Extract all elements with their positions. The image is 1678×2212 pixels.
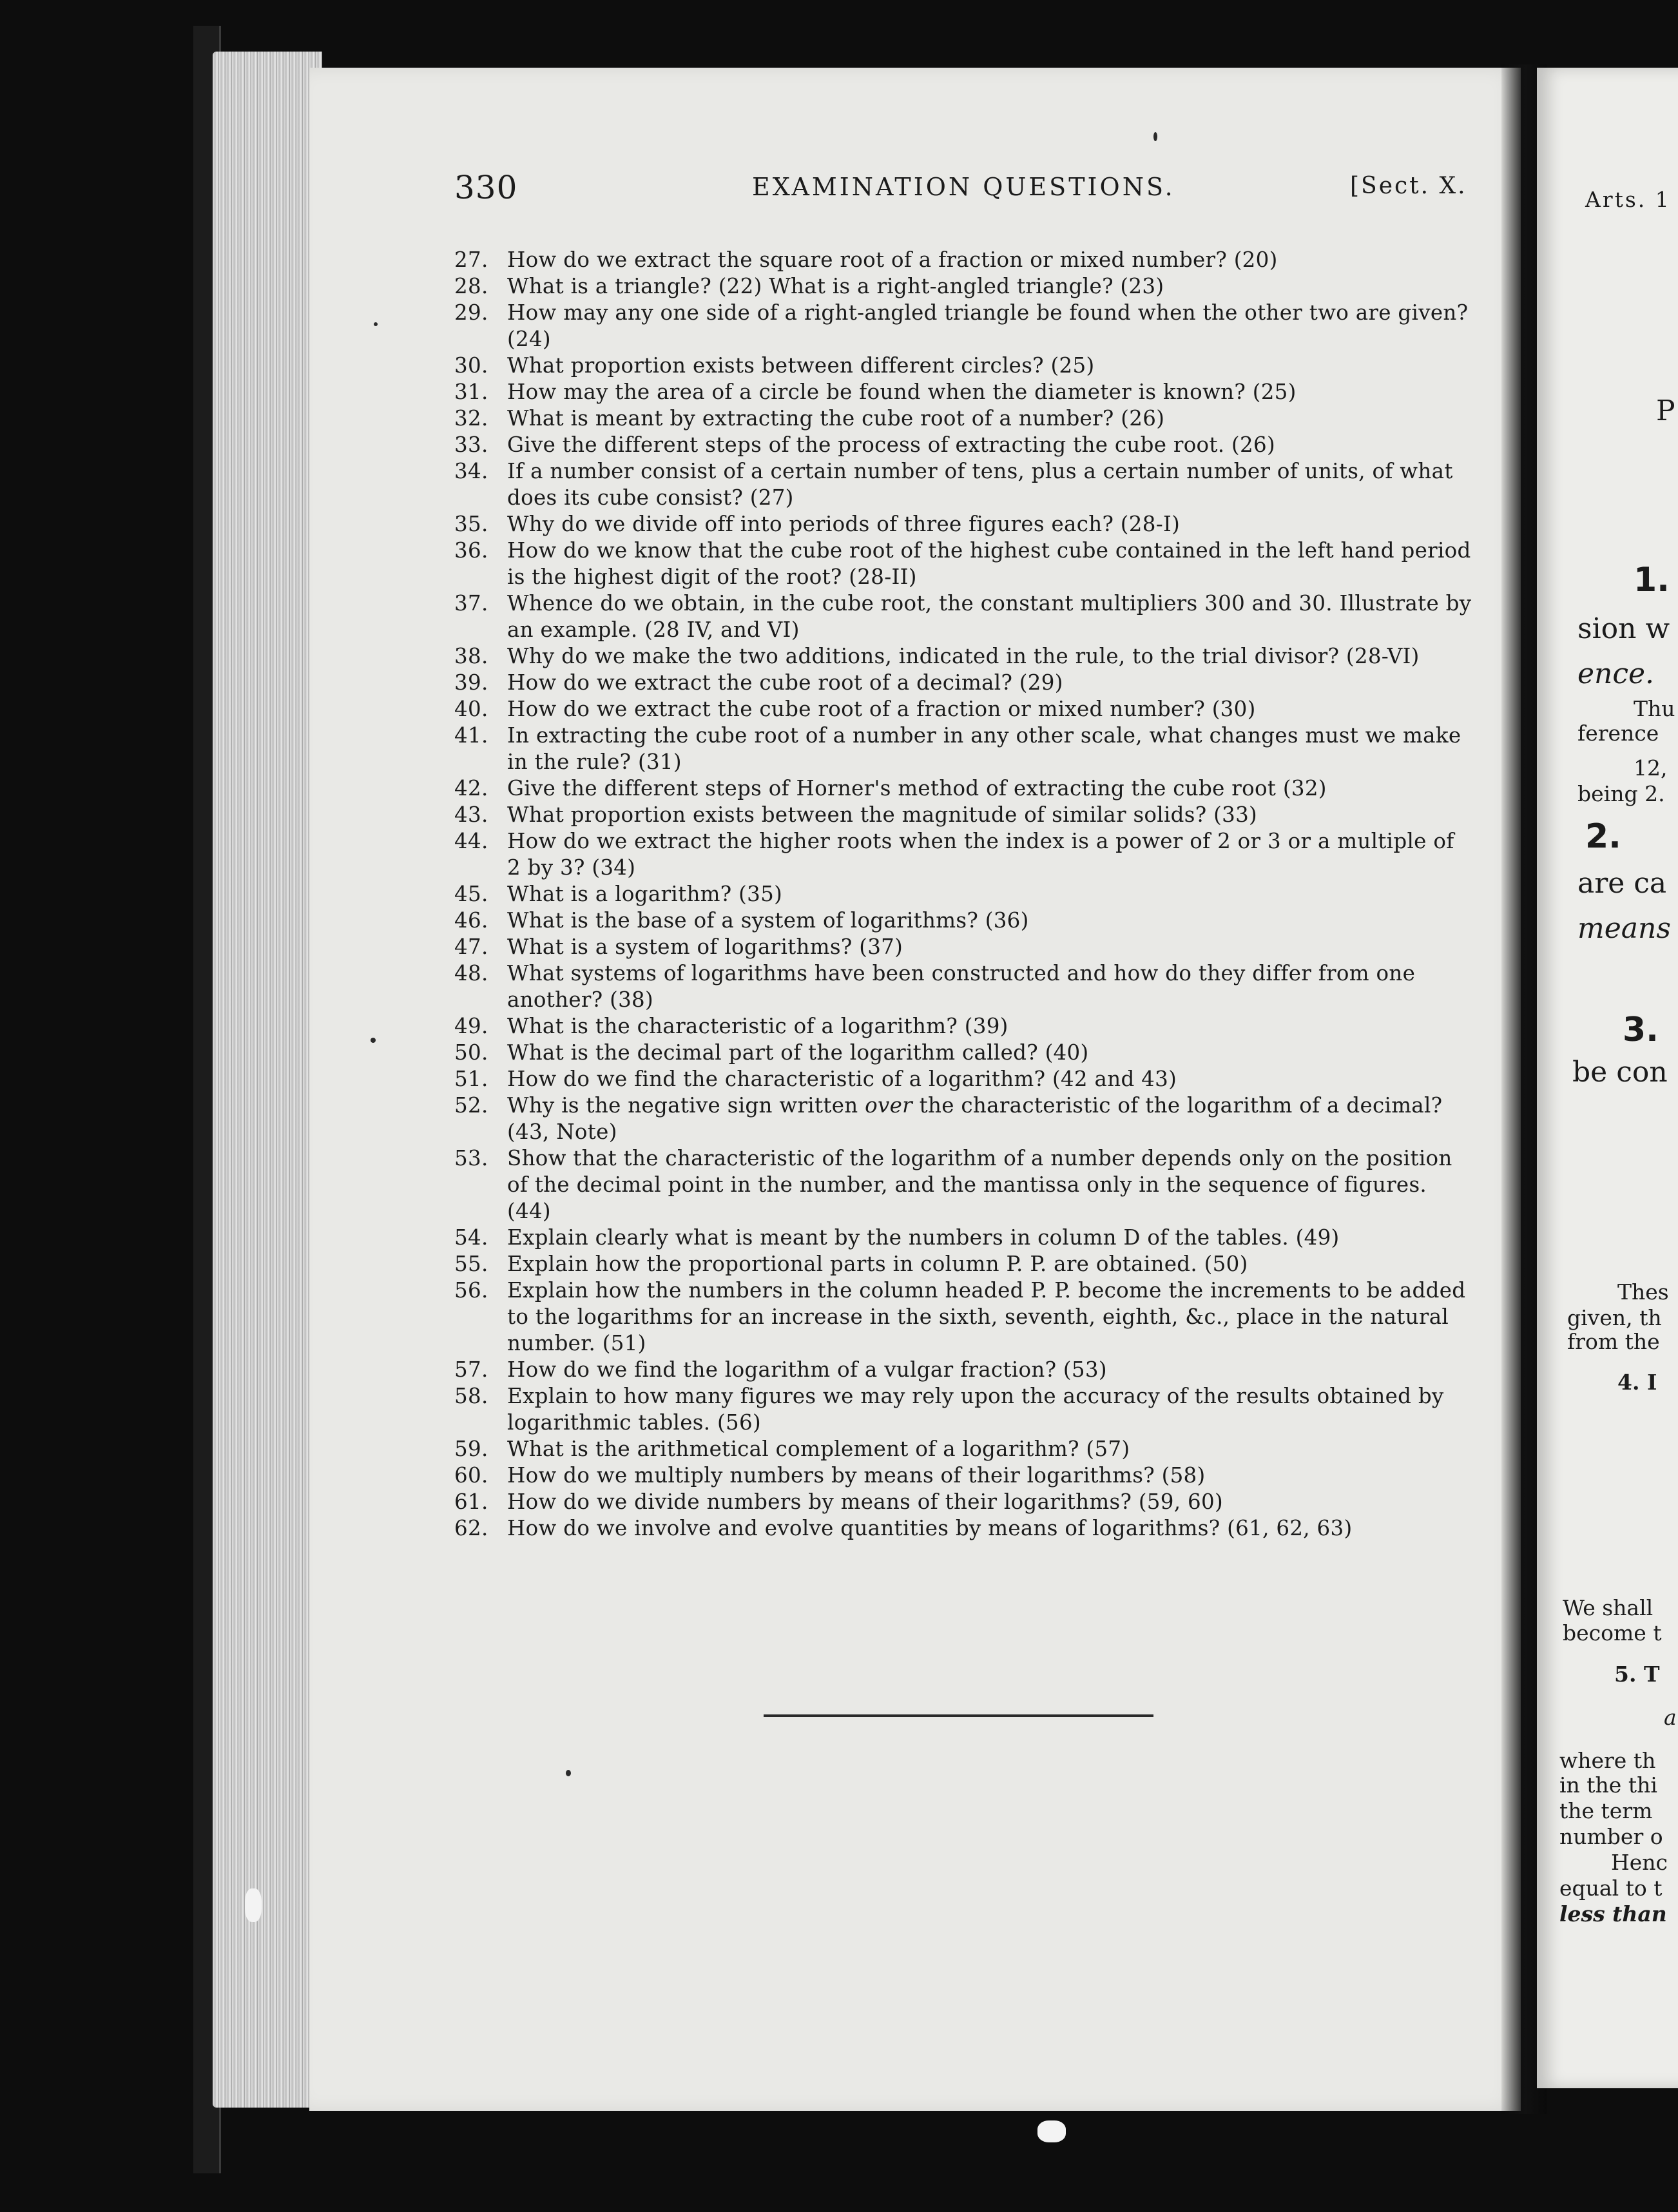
question-text: How do we involve and evolve quantities by means of logarithms? (61, 62, 63) <box>507 1516 1353 1540</box>
question-text: What proportion exists between different circles? (25) <box>507 353 1095 378</box>
facing-page-fragment: from the <box>1567 1329 1660 1354</box>
question-number: 41. <box>454 723 488 748</box>
question-item <box>454 432 1472 458</box>
facing-page-fragment: 5. T <box>1614 1662 1660 1687</box>
question-item <box>454 1013 1472 1040</box>
question-item <box>454 405 1472 432</box>
question-item <box>454 934 1472 960</box>
ink-speck <box>1153 132 1157 141</box>
question-item <box>454 353 1472 379</box>
question-text: What is a triangle? (22) What is a right-angled triangle? (23) <box>507 274 1164 298</box>
question-number: 51. <box>454 1067 488 1091</box>
question-item <box>454 247 1472 273</box>
question-text: Show that the characteristic of the logarithm of a number depends only on the position of the decimal point in the number, and the mantissa only in the sequence of figures. (44) <box>507 1146 1452 1223</box>
question-text: Give the different steps of the process of extracting the cube root. (26) <box>507 432 1275 457</box>
facing-page-fragment: 4. I <box>1617 1370 1657 1395</box>
facing-page-fragment: 2. <box>1585 817 1621 856</box>
question-item <box>454 1145 1472 1225</box>
question-text: What is the base of a system of logarithms? (36) <box>507 908 1029 933</box>
question-text: If a number consist of a certain number of tens, plus a certain number of units, of what does its cube consist? (27) <box>507 459 1453 510</box>
facing-page-fragment: means <box>1577 912 1671 945</box>
facing-page-fragment: Henc <box>1611 1850 1668 1875</box>
question-item <box>454 1066 1472 1092</box>
question-number: 54. <box>454 1225 488 1250</box>
question-text: Whence do we obtain, in the cube root, the constant multipliers 300 and 30. Illustrate by an example. (28 IV, and VI) <box>507 591 1472 642</box>
question-item <box>454 670 1472 696</box>
question-item <box>454 538 1472 590</box>
question-text-part: Why is the negative sign written <box>507 1093 865 1118</box>
question-item <box>454 907 1472 934</box>
question-item <box>454 1357 1472 1383</box>
question-text: What systems of logarithms have been constructed and how do they differ from one another? (38) <box>507 961 1416 1012</box>
facing-page-header: Arts. 1 <box>1585 187 1671 212</box>
question-item <box>454 300 1472 353</box>
question-item <box>454 802 1472 828</box>
page-title: EXAMINATION QUESTIONS. <box>752 173 1175 201</box>
question-text: How do we find the logarithm of a vulgar fraction? (53) <box>507 1357 1107 1382</box>
page-number: 330 <box>454 169 518 206</box>
question-text: Why do we divide off into periods of three figures each? (28-I) <box>507 512 1181 536</box>
question-number: 59. <box>454 1437 488 1461</box>
question-number: 30. <box>454 353 488 378</box>
question-number: 32. <box>454 406 488 431</box>
question-text: How do we extract the cube root of a decimal? (29) <box>507 670 1063 695</box>
facing-page-fragment: 3. <box>1623 1011 1659 1049</box>
question-number: 46. <box>454 908 488 933</box>
question-text: How do we extract the square root of a fraction or mixed number? (20) <box>507 247 1278 272</box>
facing-page-fragment: number o <box>1559 1824 1663 1849</box>
question-item <box>454 696 1472 723</box>
question-number: 62. <box>454 1516 488 1540</box>
question-list <box>454 247 1472 1542</box>
question-number: 52. <box>454 1093 488 1118</box>
question-item <box>454 723 1472 775</box>
section-reference: [Sect. X. <box>1350 173 1467 199</box>
facing-page-fragment: in the thi <box>1559 1772 1657 1798</box>
facing-page-fragment: where th <box>1559 1748 1656 1773</box>
question-text: How do we extract the higher roots when the index is a power of 2 or 3 or a multiple of 2 by 3? (34) <box>507 829 1454 880</box>
question-number: 56. <box>454 1278 488 1303</box>
facing-page-fragment: Thes <box>1617 1279 1669 1305</box>
question-text-part: the characteristic of the logarithm of a decimal? (43, Note) <box>507 1093 1443 1144</box>
facing-page-fragment: sion w <box>1577 612 1670 645</box>
question-text: How do we divide numbers by means of their logarithms? (59, 60) <box>507 1489 1223 1514</box>
question-text <box>507 1092 1472 1145</box>
question-number: 35. <box>454 512 488 536</box>
ink-speck <box>371 1038 376 1043</box>
ink-speck <box>566 1770 571 1776</box>
facing-page-fragment: become t <box>1563 1620 1662 1645</box>
facing-page-fragment: P <box>1656 394 1675 427</box>
question-number: 29. <box>454 300 488 325</box>
question-number: 53. <box>454 1146 488 1170</box>
facing-page-fragment: be con <box>1572 1056 1668 1089</box>
facing-page-fragment: less than <box>1559 1901 1667 1926</box>
question-text: Explain how the proportional parts in column P. P. are obtained. (50) <box>507 1252 1248 1276</box>
question-text: Explain how the numbers in the column headed P. P. become the increments to be added to the logarithms for an increase in the sixth, seventh, eighth, &c., place in the natural number. (51) <box>507 1278 1466 1355</box>
question-item <box>454 828 1472 881</box>
question-text: What is the characteristic of a logarithm? (39) <box>507 1014 1008 1038</box>
question-text: How do we know that the cube root of the highest cube contained in the left hand period is the highest digit of the root? (28-II) <box>507 538 1471 589</box>
question-number: 58. <box>454 1384 488 1408</box>
question-item <box>454 273 1472 300</box>
question-text: Why do we make the two additions, indicated in the rule, to the trial divisor? (28-VI) <box>507 644 1420 668</box>
question-item <box>454 643 1472 670</box>
question-number: 60. <box>454 1463 488 1488</box>
question-number: 61. <box>454 1489 488 1514</box>
running-head <box>454 169 1476 214</box>
ink-speck <box>374 322 378 326</box>
question-number: 50. <box>454 1040 488 1065</box>
question-number: 38. <box>454 644 488 668</box>
question-item <box>454 458 1472 511</box>
facing-page-fragment: We shall <box>1563 1595 1654 1620</box>
question-number: 43. <box>454 802 488 827</box>
question-number: 37. <box>454 591 488 616</box>
facing-page-fragment: given, th <box>1567 1305 1662 1330</box>
question-number: 45. <box>454 882 488 906</box>
question-number: 55. <box>454 1252 488 1276</box>
scan-blemish <box>245 1888 262 1922</box>
question-item <box>454 1251 1472 1277</box>
question-text: What proportion exists between the magnitude of similar solids? (33) <box>507 802 1258 827</box>
question-number: 47. <box>454 935 488 959</box>
question-item <box>454 775 1472 802</box>
question-item <box>454 1515 1472 1542</box>
question-number: 28. <box>454 274 488 298</box>
question-item <box>454 511 1472 538</box>
question-item <box>454 960 1472 1013</box>
facing-page-fragment: the term <box>1559 1798 1653 1823</box>
question-text: Give the different steps of Horner's method of extracting the cube root (32) <box>507 776 1327 800</box>
question-item <box>454 1277 1472 1357</box>
facing-page-fragment: ference <box>1577 721 1659 746</box>
closing-rule <box>764 1714 1153 1717</box>
question-text: How may the area of a circle be found when the diameter is known? (25) <box>507 380 1297 404</box>
question-number: 57. <box>454 1357 488 1382</box>
facing-page-fragment: 1. <box>1634 561 1670 599</box>
question-text: What is a system of logarithms? (37) <box>507 935 903 959</box>
facing-page-fragment: Thu <box>1634 696 1675 721</box>
question-item <box>454 590 1472 643</box>
question-item <box>454 881 1472 907</box>
question-item <box>454 1040 1472 1066</box>
question-number: 27. <box>454 247 488 272</box>
question-item <box>454 1489 1472 1515</box>
question-item <box>454 1462 1472 1489</box>
facing-page-fragment: are ca <box>1577 867 1667 900</box>
question-text: What is a logarithm? (35) <box>507 882 783 906</box>
facing-page-fragment: 12, <box>1634 755 1668 781</box>
question-number: 44. <box>454 829 488 853</box>
question-item <box>454 1092 1472 1145</box>
scan-blemish <box>1037 2120 1066 2142</box>
facing-page-fragment: equal to t <box>1559 1876 1663 1901</box>
question-text: What is the arithmetical complement of a logarithm? (57) <box>507 1437 1130 1461</box>
facing-page-fragment: ence. <box>1577 657 1655 690</box>
question-text: What is meant by extracting the cube root of a number? (26) <box>507 406 1165 431</box>
question-number: 36. <box>454 538 488 563</box>
question-text: What is the decimal part of the logarithm called? (40) <box>507 1040 1089 1065</box>
stacked-page-edges <box>213 52 322 2108</box>
question-text: How may any one side of a right-angled triangle be found when the other two are given? (24) <box>507 300 1469 351</box>
question-text: How do we find the characteristic of a logarithm? (42 and 43) <box>507 1067 1177 1091</box>
question-number: 48. <box>454 961 488 985</box>
facing-page-fragment: a <box>1664 1705 1677 1730</box>
question-number: 40. <box>454 697 488 721</box>
question-text-emphasis: over <box>865 1093 913 1118</box>
question-number: 31. <box>454 380 488 404</box>
question-text: How do we multiply numbers by means of their logarithms? (58) <box>507 1463 1206 1488</box>
question-item <box>454 1383 1472 1436</box>
question-number: 49. <box>454 1014 488 1038</box>
question-text: Explain clearly what is meant by the numbers in column D of the tables. (49) <box>507 1225 1340 1250</box>
question-item <box>454 1225 1472 1251</box>
question-text: Explain to how many figures we may rely upon the accuracy of the results obtained by logarithmic tables. (56) <box>507 1384 1444 1435</box>
question-number: 34. <box>454 459 488 483</box>
facing-page-fragment: being 2. <box>1577 781 1665 806</box>
question-text: In extracting the cube root of a number in any other scale, what changes must we make in the rule? (31) <box>507 723 1461 774</box>
question-number: 42. <box>454 776 488 800</box>
question-item <box>454 379 1472 405</box>
question-item <box>454 1436 1472 1462</box>
question-number: 33. <box>454 432 488 457</box>
question-text: How do we extract the cube root of a fraction or mixed number? (30) <box>507 697 1256 721</box>
question-number: 39. <box>454 670 488 695</box>
